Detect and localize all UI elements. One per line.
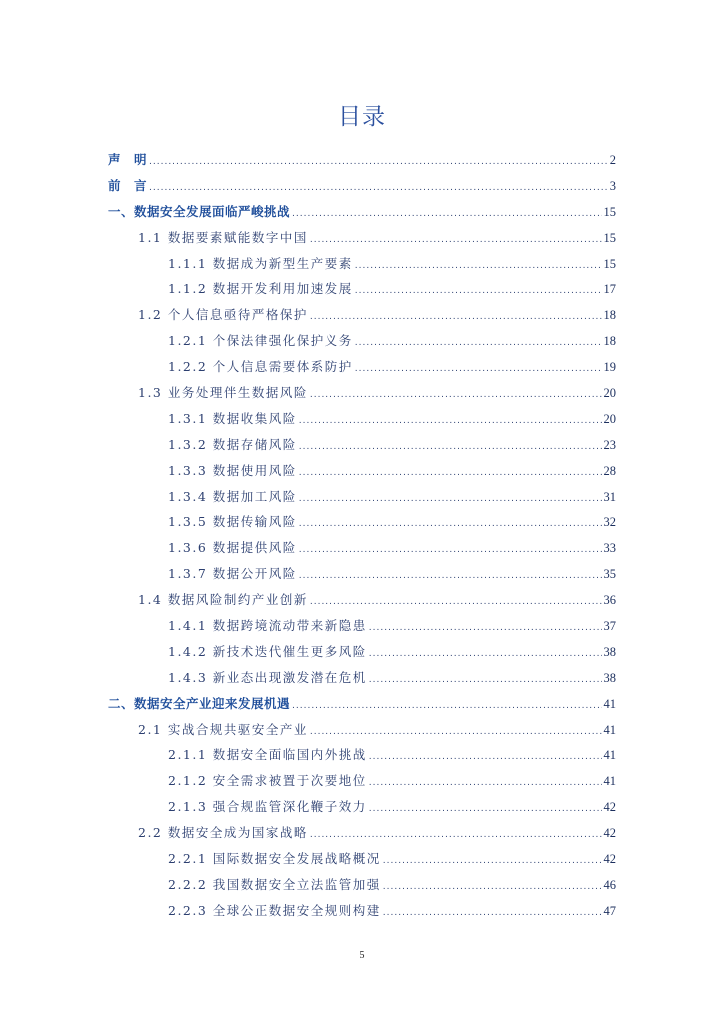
dot-leader [383,875,602,901]
toc-entry-label: 1.2.1 个保法律强化保护义务 [168,333,353,349]
dot-leader [383,849,602,875]
toc-entry[interactable] [108,406,616,432]
toc-entry[interactable] [108,225,616,251]
toc-entry-label: 1.2.2 个人信息需要体系防护 [168,359,353,375]
dot-leader [299,512,602,538]
toc-entry-label: 2.1 实战合规共驱安全产业 [138,721,308,737]
toc-entry[interactable] [108,354,616,380]
toc-entry[interactable] [108,251,616,277]
toc-title: 目录 [338,104,386,130]
toc-entry-page-number: 42 [603,852,616,867]
dot-leader [310,305,602,331]
toc-entry-label: 1.3.4 数据加工风险 [168,488,297,504]
toc-entry-label: 声 明 [108,152,148,167]
toc-entry-page-number: 28 [603,463,616,478]
toc-entry-label: 1.4.3 新业态出现激发潜在危机 [168,669,367,685]
toc-entry-label: 2.2.1 国际数据安全发展战略概况 [168,851,381,867]
dot-leader [310,383,602,409]
dot-leader [292,694,601,720]
toc-entry-page-number: 2 [609,153,616,167]
toc-entry-page-number: 15 [603,204,616,219]
toc-entry-page-number: 15 [603,256,616,271]
toc-entry[interactable] [108,328,616,354]
toc-entry-page-number: 41 [603,722,616,737]
dot-leader [369,797,602,823]
toc-entry-page-number: 38 [603,670,616,685]
toc-entry[interactable] [108,898,616,924]
toc-entry[interactable] [108,742,616,768]
toc-entry-label: 1.4.1 数据跨境流动带来新隐患 [168,618,367,634]
toc-entry[interactable] [108,380,616,406]
toc-entry[interactable] [108,768,616,794]
toc-entry-label: 2.1.1 数据安全面临国内外挑战 [168,747,367,763]
dot-leader [369,771,602,797]
toc-entry-label: 2.2.2 我国数据安全立法监管加强 [168,876,381,892]
toc-entry[interactable] [108,794,616,820]
dot-leader [149,150,608,176]
toc-entry-label: 1.3 业务处理伴生数据风险 [138,385,308,401]
toc-entry[interactable] [108,535,616,561]
toc-entry[interactable] [108,613,616,639]
toc-entry[interactable] [108,872,616,898]
toc-entry-label: 1.3.1 数据收集风险 [168,410,297,426]
toc-entry-page-number: 20 [603,411,616,426]
toc-entry-label: 前 言 [108,177,148,193]
toc-entry[interactable] [108,846,616,872]
toc-entry[interactable] [108,173,616,199]
toc-entry-label: 1.3.2 数据存储风险 [168,436,297,452]
toc-entry-label: 一、数据安全发展面临严峻挑战 [108,203,291,219]
toc-entry-page-number: 46 [603,877,616,892]
toc-entry[interactable] [108,639,616,665]
toc-entry-page-number: 41 [603,696,616,711]
toc-entry[interactable] [108,691,616,717]
toc-entry-label: 2.1.3 强合规监管深化鞭子效力 [168,799,367,815]
toc-entry-page-number: 47 [603,903,616,918]
toc-entry-page-number: 41 [603,748,616,763]
toc-entry-page-number: 3 [609,178,616,193]
toc-entry-page-number: 32 [603,515,616,530]
toc-entry-label: 1.3.3 数据使用风险 [168,462,297,478]
toc-entry-page-number: 19 [603,360,616,375]
toc-entry-page-number: 20 [603,386,616,401]
toc-entry-label: 2.2 数据安全成为国家战略 [138,825,308,841]
dot-leader [355,357,602,383]
dot-leader [299,564,602,590]
toc-entry-label: 2.1.2 安全需求被置于次要地位 [168,773,367,789]
toc-entry-page-number: 37 [603,619,616,634]
toc-entry-page-number: 17 [603,282,616,297]
toc-entry-label: 1.4.2 新技术迭代催生更多风险 [168,643,367,659]
toc-entry[interactable] [108,820,616,846]
toc-entry[interactable] [108,432,616,458]
toc-entry-label: 1.4 数据风险制约产业创新 [138,592,308,608]
toc-entry-page-number: 38 [603,644,616,659]
toc-entry-label: 1.1.1 数据成为新型生产要素 [168,255,353,271]
dot-leader [299,538,602,564]
toc-entry-page-number: 35 [603,567,616,582]
toc-entry[interactable] [108,199,616,225]
dot-leader [299,461,602,487]
dot-leader [355,254,602,280]
toc-entry-page-number: 31 [603,489,616,504]
dot-leader [299,435,602,461]
toc-entry-page-number: 15 [603,230,616,245]
toc-entry-label: 2.2.3 全球公正数据安全规则构建 [168,902,381,918]
toc-entry[interactable] [108,509,616,535]
dot-leader [369,668,602,694]
toc-entry[interactable] [108,302,616,328]
toc-entry[interactable] [108,458,616,484]
dot-leader [355,279,602,305]
toc-entry-page-number: 33 [603,541,616,556]
dot-leader [299,409,602,435]
toc-entry-label: 1.3.5 数据传输风险 [168,514,297,530]
dot-leader [383,901,602,927]
toc-entry-label: 1.1 数据要素赋能数字中国 [138,229,308,245]
toc-entry[interactable] [108,561,616,587]
toc-entry-page-number: 18 [603,308,616,323]
toc-entry-page-number: 23 [603,437,616,452]
toc-entry[interactable] [108,717,616,743]
toc-entry[interactable] [108,484,616,510]
dot-leader [355,331,602,357]
toc-entry-label: 1.1.2 数据开发利用加速发展 [168,281,353,297]
toc-entry-page-number: 42 [603,800,616,815]
toc-entry-label: 1.3.7 数据公开风险 [168,566,297,582]
page-number: 5 [359,950,365,961]
toc-entry-page-number: 36 [603,593,616,608]
dot-leader [310,228,602,254]
toc-entry[interactable] [108,276,616,302]
toc-entry-page-number: 42 [603,826,616,841]
dot-leader [292,202,601,228]
toc-entry-label: 二、数据安全产业迎来发展机遇 [108,695,291,711]
toc-entry[interactable] [108,665,616,691]
toc-entry[interactable] [108,147,616,173]
dot-leader [369,642,602,668]
dot-leader [369,745,602,771]
dot-leader [369,616,602,642]
dot-leader [299,487,602,513]
toc-entry-label: 1.2 个人信息亟待严格保护 [138,307,308,323]
toc-entry-label: 1.3.6 数据提供风险 [168,540,297,556]
table-of-contents [108,147,616,924]
toc-entry-page-number: 18 [603,334,616,349]
toc-entry-page-number: 41 [603,774,616,789]
toc-entry[interactable] [108,587,616,613]
